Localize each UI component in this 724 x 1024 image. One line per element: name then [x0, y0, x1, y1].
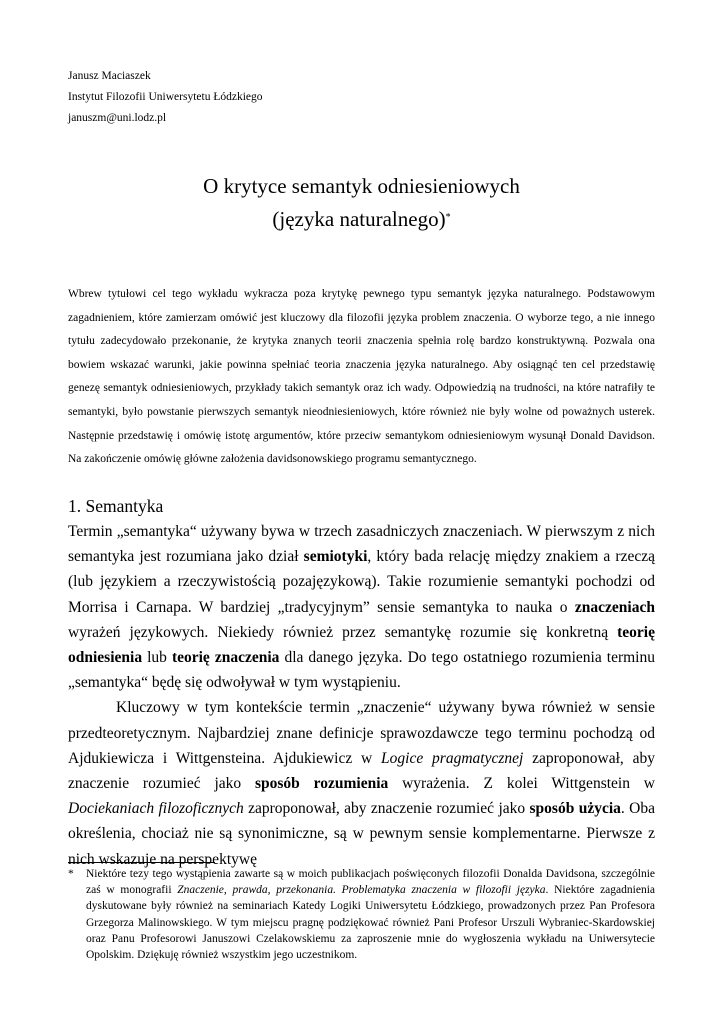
title-footnote-marker: *: [445, 212, 451, 223]
footnote-text: [86, 866, 655, 963]
document-title: [68, 170, 655, 236]
title-line-2: [68, 203, 655, 236]
author-email: januszm@uni.lodz.pl: [68, 112, 167, 124]
abstract: Wbrew tytułowi cel tego wykładu wykracza poza krytykę pewnego typu semantyk języka naturalnego. Podstawowym zagadnieniem, które zamierzam omówić jest kluczowy dla filozofii języka problem znaczenia. O wyborze tego, a nie innego tytułu zadecydowało przekonanie, że krytyka znanych teorii znaczenia spełnia rolę bardzo konstruktywną. Pozwala ona bowiem wskazać warunki, jakie powinna spełniać teoria znaczenia języka naturalnego. Aby osiągnąć ten cel przedstawię genezę semantyk odniesieniowych, przykłady takich semantyk oraz ich wady. Odpowiedzią na trudności, na które natrafiły te semantyki, było powstanie pierwszych semantyk nieodniesieniowych, które również nie były wolne od poważnych usterek. Następnie przedstawię i omówię istotę argumentów, które przeciw semantykom odniesieniowym wysunął Donald Davidson. Na zakończenie omówię główne założenia davidsonowskiego programu semantycznego.: [68, 288, 655, 466]
text-run: dla danego języka. Do tego ostatniego rozumienia terminu „semantyka“ będę się odwoływał w tym wystąpieniu.: [68, 649, 655, 692]
author-block: [68, 66, 263, 129]
text-run: Termin „semantyka“ używany bywa w trzech zasadniczych znaczeniach. W pierwszym z nich semantyka jest rozumiana jako dział: [68, 523, 655, 566]
title-line-2-text: (języka naturalnego): [272, 207, 446, 231]
text-run: . Oba określenia, chociaż nie są synonimiczne, są w pewnym sensie komplementarne. Pierwsze z nich wskazuje na perspektywę: [68, 800, 655, 868]
italic-title: Znaczenie, prawda, przekonania. Problematyka znaczenia w filozofii języka: [177, 884, 546, 897]
text-run: , który bada relację między znakiem a rzeczą (lub językiem a rzeczywistością pozajęzykową). Takie rozumienie semantyki pochodzi od Morrisa i Carnapa. W bardziej „tradycyjnym” sensie semantyka to nauka o: [68, 548, 655, 616]
section-heading: 1. Semantyka: [68, 496, 164, 516]
text-run: lub: [142, 649, 172, 667]
text-run: . Niektóre zagadnienia dyskutowane były również na seminariach Katedy Logiki Uniwersytetu Łódzkiego, prowadzonych przez Pan Profesora Grzegorza Malinowskiego. W tym miejscu pragnę podziękować również Pani Profesor Urszuli Wybraniec-Skardowskiej oraz Panu Profesorowi Januszowi Czelakowskiemu za zaproszenie mnie do wygłoszenia wykładu na Uniwersytecie Opolskim. Dziękuję również wszystkim jego uczestnikom.: [86, 884, 655, 962]
bold-term: semiotyki: [303, 548, 368, 566]
italic-title: Logice pragmatycznej: [381, 749, 524, 767]
text-run: wyrażenia. Z kolei Wittgenstein w: [388, 775, 656, 793]
footnote-marker: *: [68, 868, 74, 880]
bold-term: sposób użycia: [529, 800, 621, 818]
author-name: Janusz Maciaszek: [68, 70, 151, 82]
footnote: [68, 866, 655, 963]
paragraph-1: [68, 519, 655, 695]
bold-term: sposób rozumienia: [254, 775, 389, 793]
title-line-1: O krytyce semantyk odniesieniowych: [203, 174, 520, 198]
italic-title: Dociekaniach filozoficznych: [68, 800, 244, 818]
text-run: wyrażeń językowych. Niekiedy również przez semantykę rozumie się konkretną: [68, 623, 618, 641]
text-run: zaproponował, aby znaczenie rozumieć jako: [68, 749, 655, 793]
bold-term: teorię znaczenia: [171, 649, 280, 667]
bold-term: znaczeniach: [574, 598, 655, 616]
footnote-separator: [68, 862, 215, 863]
section-body: [68, 519, 655, 872]
text-run: Niektóre tezy tego wystąpienia zawarte są w moich publikacjach poświęconych filozofii Donalda Davidsona, szczególnie zaś w monografii: [86, 868, 655, 897]
author-institution: Instytut Filozofii Uniwersytetu Łódzkiego: [68, 91, 263, 103]
paragraph-2: [68, 695, 655, 871]
text-run: Kluczowy w tym kontekście termin „znaczenie“ używany bywa również w sensie przedteoretycznym. Najbardziej znane definicje sprawozdawcze tego terminu pochodzą od Ajdukiewicza i Wittgensteina. Ajdukiewicz w: [68, 699, 655, 767]
bold-term: teorię odniesienia: [68, 623, 655, 667]
text-run: zaproponował, aby znaczenie rozumieć jako: [243, 800, 530, 818]
